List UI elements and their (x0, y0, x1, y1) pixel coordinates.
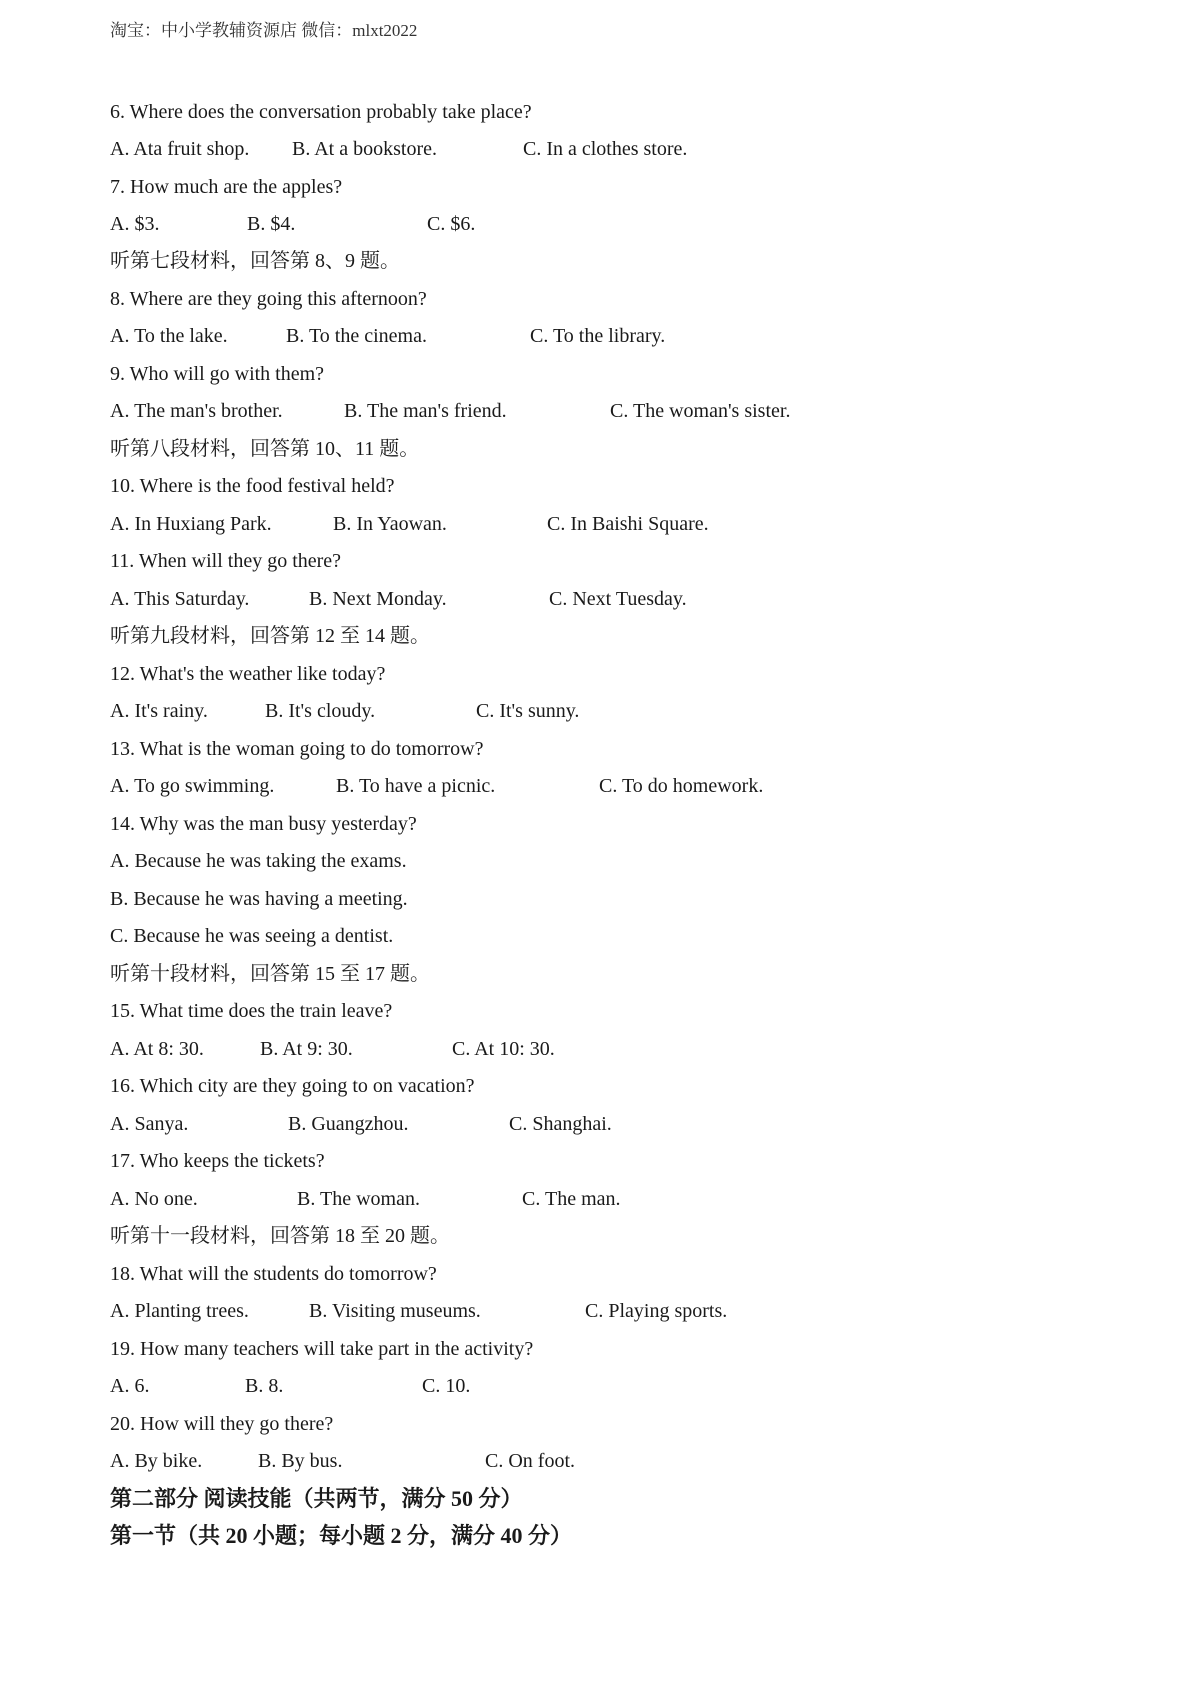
section-one-heading: 第一节（共 20 小题；每小题 2 分，满分 40 分） (110, 1523, 573, 1548)
question-15: 15. What time does the train leave? (110, 1000, 393, 1022)
question-18: 18. What will the students do tomorrow? (110, 1263, 437, 1285)
option-a: A. $3. (110, 213, 160, 235)
part-two-heading: 第二部分 阅读技能（共两节，满分 50 分） (110, 1486, 523, 1511)
option-a: A. To go swimming. (110, 775, 275, 797)
option-14-a: A. Because he was taking the exams. (110, 850, 407, 872)
option-b: B. At a bookstore. (292, 138, 437, 160)
option-c: C. At 10: 30. (452, 1038, 555, 1060)
question-6: 6. Where does the conversation probably take place? (110, 101, 532, 123)
option-b: B. $4. (247, 213, 296, 235)
option-a: A. The man's brother. (110, 400, 283, 422)
question-17: 17. Who keeps the tickets? (110, 1150, 325, 1172)
option-c: C. It's sunny. (476, 700, 580, 722)
option-c: C. To the library. (530, 325, 666, 347)
option-a: A. To the lake. (110, 325, 228, 347)
question-9: 9. Who will go with them? (110, 363, 325, 385)
option-a: A. In Huxiang Park. (110, 513, 272, 535)
question-19: 19. How many teachers will take part in the activity? (110, 1338, 534, 1360)
page-header: 淘宝：中小学教辅资源店 微信：mlxt2022 (110, 21, 418, 40)
question-11: 11. When will they go there? (110, 550, 342, 572)
option-c: C. To do homework. (599, 775, 764, 797)
question-14: 14. Why was the man busy yesterday? (110, 813, 417, 835)
question-20: 20. How will they go there? (110, 1413, 334, 1435)
option-a: A. Ata fruit shop. (110, 138, 250, 160)
option-b: B. Visiting museums. (309, 1300, 481, 1322)
option-b: B. Next Monday. (309, 588, 447, 610)
option-c: C. $6. (427, 213, 476, 235)
option-b: B. By bus. (258, 1450, 343, 1472)
option-a: A. No one. (110, 1188, 198, 1210)
section-instruction-11: 听第十一段材料，回答第 18 至 20 题。 (110, 1225, 450, 1247)
option-c: C. 10. (422, 1375, 471, 1397)
option-b: B. 8. (245, 1375, 284, 1397)
option-b: B. The woman. (297, 1188, 420, 1210)
question-8: 8. Where are they going this afternoon? (110, 288, 427, 310)
option-a: A. It's rainy. (110, 700, 208, 722)
option-c: C. In Baishi Square. (547, 513, 709, 535)
option-a: A. Sanya. (110, 1113, 189, 1135)
section-instruction-8: 听第八段材料，回答第 10、11 题。 (110, 438, 420, 460)
option-a: A. Planting trees. (110, 1300, 249, 1322)
option-c: C. On foot. (485, 1450, 575, 1472)
option-b: B. To the cinema. (286, 325, 427, 347)
question-12: 12. What's the weather like today? (110, 663, 386, 685)
section-instruction-7: 听第七段材料，回答第 8、9 题。 (110, 250, 400, 272)
option-b: B. The man's friend. (344, 400, 507, 422)
option-c: C. In a clothes store. (523, 138, 688, 160)
option-b: B. In Yaowan. (333, 513, 447, 535)
option-c: C. The man. (522, 1188, 621, 1210)
option-a: A. By bike. (110, 1450, 203, 1472)
option-c: C. The woman's sister. (610, 400, 791, 422)
option-14-c: C. Because he was seeing a dentist. (110, 925, 394, 947)
question-7: 7. How much are the apples? (110, 176, 343, 198)
option-c: C. Next Tuesday. (549, 588, 687, 610)
section-instruction-9: 听第九段材料，回答第 12 至 14 题。 (110, 625, 430, 647)
option-c: C. Shanghai. (509, 1113, 612, 1135)
option-c: C. Playing sports. (585, 1300, 728, 1322)
option-b: B. To have a picnic. (336, 775, 496, 797)
option-a: A. 6. (110, 1375, 150, 1397)
question-16: 16. Which city are they going to on vacation? (110, 1075, 475, 1097)
option-14-b: B. Because he was having a meeting. (110, 888, 408, 910)
question-10: 10. Where is the food festival held? (110, 475, 395, 497)
section-instruction-10: 听第十段材料，回答第 15 至 17 题。 (110, 963, 430, 985)
option-a: A. At 8: 30. (110, 1038, 204, 1060)
option-b: B. At 9: 30. (260, 1038, 353, 1060)
option-b: B. Guangzhou. (288, 1113, 409, 1135)
question-13: 13. What is the woman going to do tomorrow? (110, 738, 484, 760)
option-b: B. It's cloudy. (265, 700, 376, 722)
option-a: A. This Saturday. (110, 588, 250, 610)
